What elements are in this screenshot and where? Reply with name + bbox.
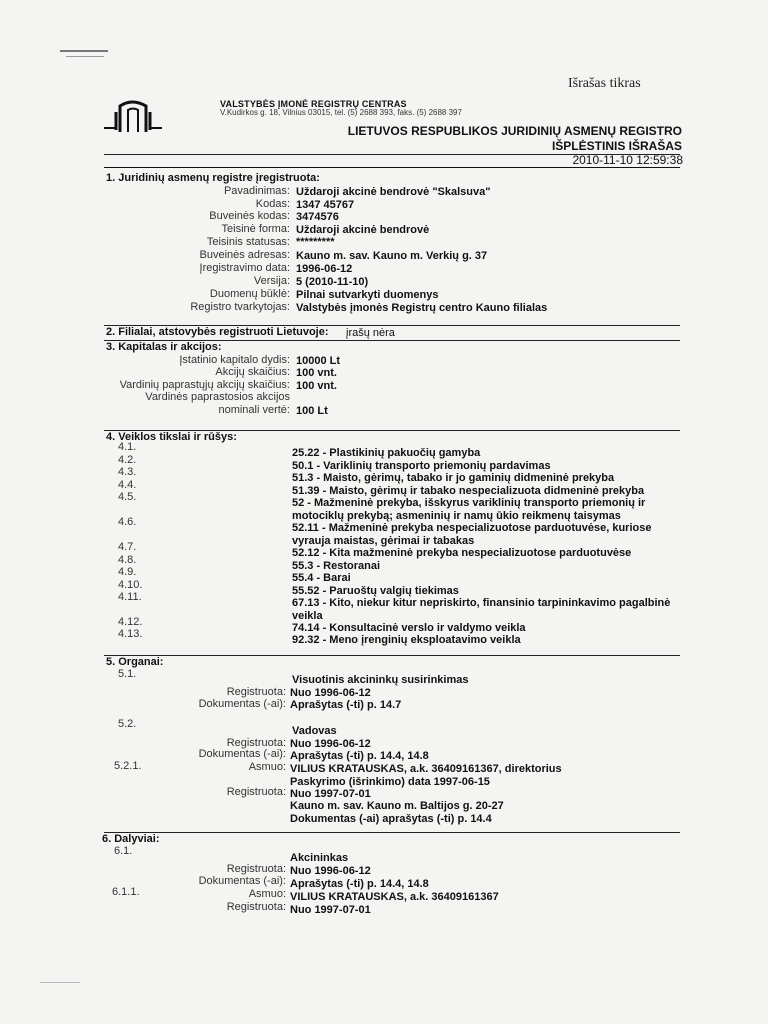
person-address: Kauno m. sav. Kauno m. Baltijos g. 20-27: [290, 800, 504, 812]
section-4-heading: 4. Veiklos tikslai ir rūšys:: [106, 431, 237, 443]
activity-item: 50.1 - Variklinių transporto priemonių pardavimas: [292, 460, 551, 472]
nominal-value: 100 Lt: [296, 405, 328, 417]
field-label: Pavadinimas:: [223, 185, 290, 197]
activity-number: 4.2.: [118, 454, 137, 466]
activity-item: 92.32 - Meno įrenginių eksploatavimo veikla: [292, 634, 521, 646]
seat-code: 3474576: [296, 211, 339, 223]
activity-item: 51.3 - Maisto, gėrimų, tabako ir jo gaminių didmeninė prekyba: [292, 472, 615, 484]
organ-documents: Aprašytas (-ti) p. 14.4, 14.8: [290, 750, 429, 762]
org-address: V.Kudirkos g. 18, Vilnius 03015, tel. (5) 2688 393, faks. (5) 2688 397: [220, 108, 462, 117]
activity-item: 52.12 - Kita mažmeninė prekyba nespecializuotose parduotuvėse: [292, 547, 632, 559]
legal-status: *********: [296, 236, 335, 248]
activity-item: 55.3 - Restoranai: [292, 560, 381, 572]
organ-name: Vadovas: [292, 725, 337, 737]
field-label: Versija:: [253, 275, 290, 287]
field-label: Registruota:: [226, 901, 286, 913]
field-label: Asmuo:: [248, 761, 286, 773]
register-title: LIETUVOS RESPUBLIKOS JURIDINIŲ ASMENŲ REGISTRO: [347, 124, 682, 138]
share-count: 100 vnt.: [296, 367, 337, 379]
person-number: 5.2.1.: [114, 760, 142, 772]
field-label: Duomenų būklė:: [209, 288, 290, 300]
activity-number: 4.10.: [118, 579, 143, 591]
person-number: 6.1.1.: [112, 886, 140, 898]
activity-number: 4.7.: [118, 541, 137, 553]
activity-number: 4.8.: [118, 554, 137, 566]
field-label: Vardinių paprastųjų akcijų skaičius:: [119, 379, 290, 391]
organ-registered: Nuo 1996-06-12: [290, 687, 371, 699]
certified-copy-stamp: Išrašas tikras: [568, 76, 641, 91]
field-label: Įstatinio kapitalo dydis:: [179, 354, 290, 366]
scan-mark: [60, 50, 108, 52]
section-divider: [104, 832, 680, 833]
register-subtitle: IŠPLĖSTINIS IŠRAŠAS: [551, 139, 682, 153]
activity-number: 4.4.: [118, 479, 137, 491]
field-label: Buveinės kodas:: [209, 210, 290, 222]
field-label: Dokumentas (-ai):: [198, 875, 286, 887]
organ-name: Visuotinis akcininkų susirinkimas: [292, 674, 469, 686]
activity-number: 4.5.: [118, 491, 137, 503]
participant-number: 6.1.: [114, 845, 133, 857]
activity-number: 4.6.: [118, 516, 137, 528]
section-1-heading: 1. Juridinių asmenų registre įregistruota:: [106, 172, 320, 184]
activity-number: 4.3.: [118, 466, 137, 478]
section-6-heading: 6. Dalyviai:: [102, 833, 160, 845]
field-label: Vardinės paprastosios akcijos: [145, 391, 290, 403]
company-name: Uždaroji akcinė bendrovė "Skalsuva": [296, 186, 491, 198]
version: 5 (2010-11-10): [296, 276, 369, 288]
field-label: Registro tvarkytojas:: [190, 301, 290, 313]
organ-number: 5.2.: [118, 718, 137, 730]
section-3-heading: 3. Kapitalas ir akcijos:: [106, 341, 222, 353]
registry-logo-icon: [102, 100, 182, 136]
activity-item: 67.13 - Kito, niekur kitur nepriskirto, finansinio tarpininkavimo pagalbinė veikla: [292, 597, 671, 622]
company-code: 1347 45767: [296, 199, 355, 211]
activity-item: 52 - Mažmeninė prekyba, išskyrus variklinių transporto priemonių ir motociklų prekybą; asmeninių ir namų ūkio reikmenų taisymas: [292, 497, 646, 522]
section-5-heading: 5. Organai:: [106, 656, 164, 668]
field-label: nominali vertė:: [218, 404, 290, 416]
extract-timestamp: 2010-11-10 12:59:38: [572, 153, 683, 167]
participant-registered: Nuo 1996-06-12: [290, 865, 371, 877]
activity-number: 4.9.: [118, 566, 137, 578]
participant-person-registered: Nuo 1997-07-01: [290, 904, 371, 916]
field-label: Akcijų skaičius:: [215, 366, 290, 378]
activity-item: 55.52 - Paruoštų valgių tiekimas: [292, 585, 459, 597]
header-divider-bottom: [104, 167, 680, 168]
participant-person: VILIUS KRATAUSKAS, a.k. 36409161367: [290, 891, 499, 903]
field-label: Teisinis statusas:: [206, 236, 290, 248]
activity-item: 51.39 - Maisto, gėrimų ir tabako nespecializuota didmeninė prekyba: [292, 485, 645, 497]
appointment-date: Paskyrimo (išrinkimo) data 1997-06-15: [290, 776, 490, 788]
participant-name: Akcininkas: [290, 852, 349, 864]
participant-documents: Aprašytas (-ti) p. 14.4, 14.8: [290, 878, 429, 890]
activity-number: 4.1.: [118, 441, 137, 453]
seat-address: Kauno m. sav. Kauno m. Verkių g. 37: [296, 250, 488, 262]
section-2-heading: 2. Filialai, atstovybės registruoti Lietuvoje:: [106, 326, 329, 338]
scan-mark: [40, 982, 80, 983]
activity-number: 4.12.: [118, 616, 143, 628]
registrar: Valstybės įmonės Registrų centro Kauno filialas: [296, 302, 548, 314]
field-label: Įregistravimo data:: [199, 262, 290, 274]
share-capital: 10000 Lt: [296, 355, 341, 367]
field-label: Registruota:: [226, 737, 286, 749]
field-label: Asmuo:: [248, 888, 286, 900]
field-label: Kodas:: [255, 198, 290, 210]
section-divider: [104, 655, 680, 656]
legal-form: Uždaroji akcinė bendrovė: [296, 224, 430, 236]
person-value: VILIUS KRATAUSKAS, a.k. 36409161367, direktorius: [290, 763, 562, 775]
ordinary-share-count: 100 vnt.: [296, 380, 337, 392]
organ-registered: Nuo 1996-06-12: [290, 738, 371, 750]
scan-mark: [66, 56, 104, 57]
activity-item: 25.22 - Plastikinių pakuočių gamyba: [292, 447, 481, 459]
organ-number: 5.1.: [118, 668, 137, 680]
activity-number: 4.11.: [118, 591, 142, 603]
branches-value: įrašų nėra: [346, 327, 395, 339]
activity-item: 55.4 - Barai: [292, 572, 351, 584]
field-label: Registruota:: [226, 786, 286, 798]
org-name: VALSTYBĖS ĮMONĖ REGISTRŲ CENTRAS: [220, 99, 407, 109]
data-state: Pilnai sutvarkyti duomenys: [296, 289, 439, 301]
activity-item: 74.14 - Konsultacinė verslo ir valdymo veikla: [292, 622, 526, 634]
field-label: Dokumentas (-ai):: [198, 748, 286, 760]
field-label: Teisinė forma:: [221, 223, 290, 235]
organ-documents: Aprašytas (-ti) p. 14.7: [290, 699, 402, 711]
field-label: Dokumentas (-ai):: [198, 698, 286, 710]
activity-item: 52.11 - Mažmeninė prekyba nespecializuotose parduotuvėse, kuriose vyrauja maistas, gėrimai ir tabakas: [292, 522, 652, 547]
activity-number: 4.13.: [118, 628, 143, 640]
registration-date: 1996-06-12: [296, 263, 353, 275]
field-label: Buveinės adresas:: [199, 249, 290, 261]
person-documents: Dokumentas (-ai) aprašytas (-ti) p. 14.4: [290, 813, 492, 825]
person-registered: Nuo 1997-07-01: [290, 788, 371, 800]
field-label: Registruota:: [226, 686, 286, 698]
field-label: Registruota:: [226, 863, 286, 875]
